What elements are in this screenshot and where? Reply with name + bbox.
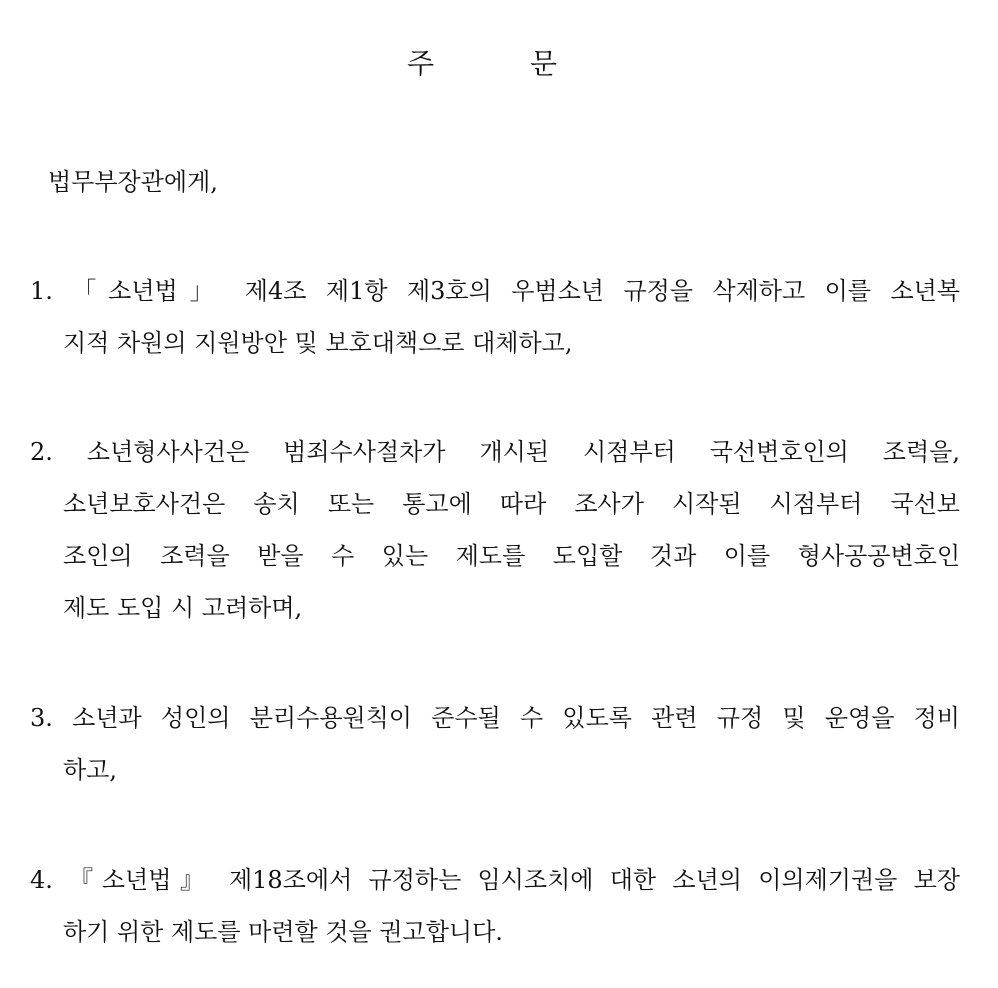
title-char-1: 주 [407, 47, 435, 80]
item-3-line-1: 3. 소년과 성인의 분리수용원칙이 준수될 수 있도록 관련 규정 및 운영을 정비 [30, 704, 960, 732]
item-2-line-4: 제도 도입 시 고려하며, [63, 594, 303, 622]
item-4-line-2: 하기 위한 제도를 마련할 것을 권고합니다. [63, 918, 503, 946]
item-3-line-2: 하고, [63, 756, 117, 784]
recommendation-item-2 [30, 432, 960, 640]
recommendation-item-4 [30, 860, 960, 964]
addressee-line: 법무부장관에게, [48, 168, 218, 196]
title-char-2: 문 [530, 47, 558, 80]
page-title [0, 44, 998, 84]
recommendation-item-1 [30, 271, 960, 375]
item-4-line-1: 4. 『소년법』 제18조에서 규정하는 임시조치에 대한 소년의 이의제기권을 보장 [30, 866, 960, 894]
item-1-line-1: 1. 「소년법」 제4조 제1항 제3호의 우범소년 규정을 삭제하고 이를 소년복 [30, 277, 960, 305]
item-2-line-2: 소년보호사건은 송치 또는 통고에 따라 조사가 시작된 시점부터 국선보 [63, 490, 960, 518]
item-2-line-3: 조인의 조력을 받을 수 있는 제도를 도입할 것과 이를 형사공공변호인 [63, 542, 960, 570]
item-1-line-2: 지적 차원의 지원방안 및 보호대책으로 대체하고, [63, 329, 573, 357]
item-2-line-1: 2. 소년형사사건은 범죄수사절차가 개시된 시점부터 국선변호인의 조력을, [30, 438, 960, 466]
recommendation-item-3 [30, 698, 960, 802]
